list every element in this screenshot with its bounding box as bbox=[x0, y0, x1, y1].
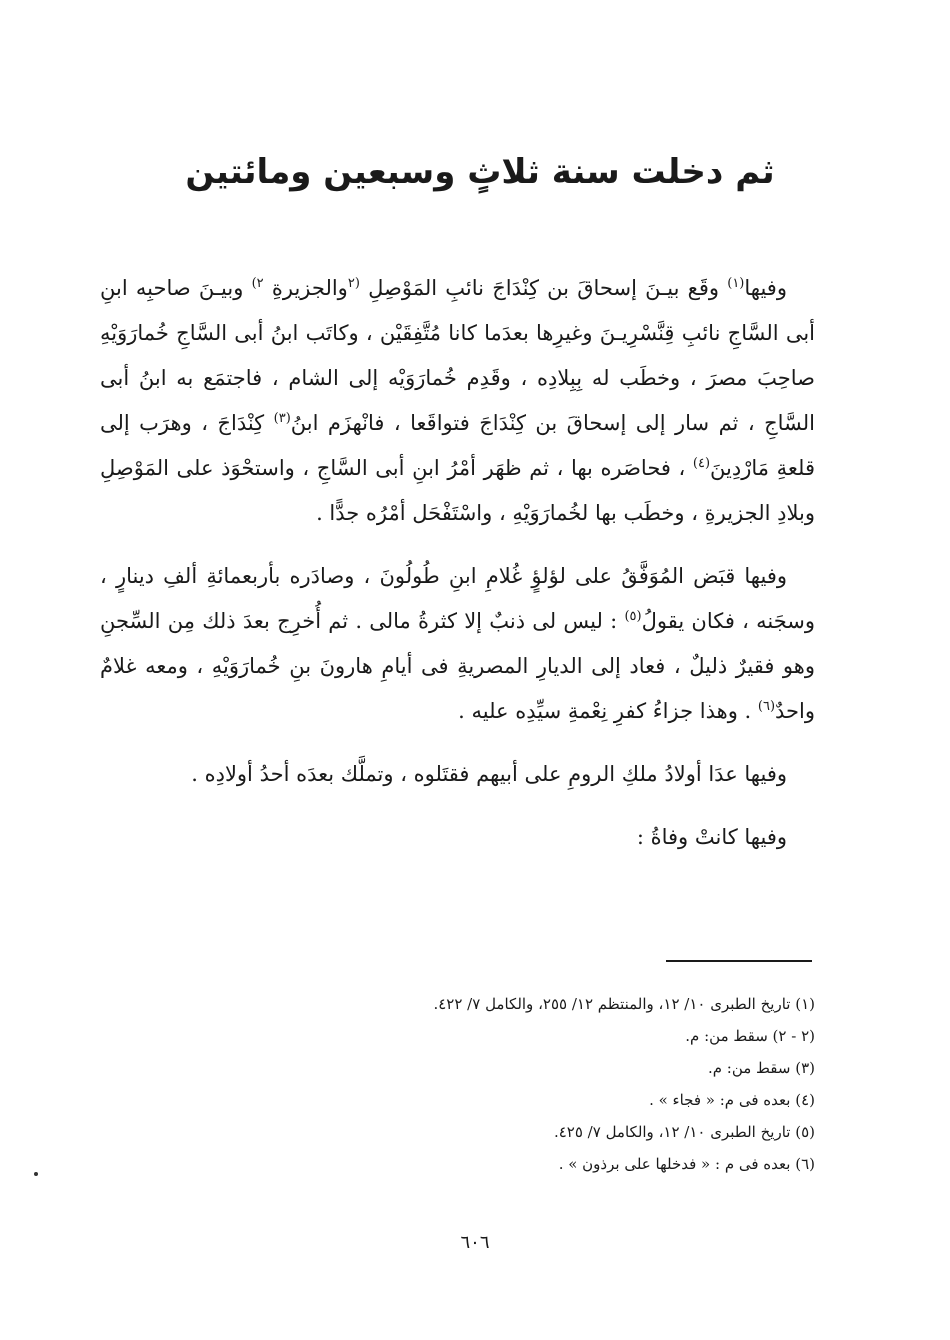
text-segment: : ليس لى ذنبٌ إلا كثرةُ مالى . ثم أُخرِج بعدَ ذلك مِن السِّجنِ وهو فقيرٌ ذليلٌ ، فعاد إلى الديارِ المصريةِ فى أيامِ هارونَ بنِ خُمارَوَيْهِ ، ومعه غلامٌ واحدٌ bbox=[100, 609, 815, 723]
text-segment: وفيها كانتْ وفاةُ : bbox=[636, 825, 787, 849]
footnotes-list bbox=[280, 988, 815, 1180]
paragraph bbox=[100, 266, 815, 536]
text-segment: ، فحاصَره بها ، ثم ظهَر أمْرُ ابنِ أبى السَّاجِ ، واستحْوَذ على المَوْصِلِ وبلادِ الجزيرةِ ، وخطَب بها لخُمارَوَيْهِ ، واسْتَفْحَل أمْرُه جدًّا . bbox=[100, 456, 815, 525]
text-segment: وقَع بيـنَ إسحاقَ بن كِنْدَاجَ نائبِ المَوْصِلِ bbox=[359, 276, 728, 300]
footnote-reference: (٢ bbox=[347, 276, 360, 291]
text-segment: وبيـنَ صاحبِه ابنِ أبى السَّاجِ نائبِ قِنَّسْرِيـنَ وغيرِها بعدَما كانا مُتَّفِقَيْن ، وكاتَب ابنُ أبى السَّاجِ خُمارَوَيْهِ صاحِبَ مصرَ ، وخطَب له بِبِلادِه ، وقَدِم خُمارَوَيْه إلى الشام ، فاجتمَع به ابنُ أبى السَّاجِ ، ثم سار إلى إسحاقَ بن كِنْدَاجَ فتواقَعا ، فانْهزَم ابنُ bbox=[100, 276, 815, 435]
footnote-reference: (١) bbox=[727, 276, 745, 291]
main-text bbox=[100, 266, 815, 860]
footnote-reference: (٦) bbox=[757, 699, 776, 714]
footnote-item: (٥) تاريخ الطبرى ١٠/ ١٢، والكامل ٧/ ٤٢٥. bbox=[553, 1123, 815, 1141]
paragraph bbox=[100, 554, 815, 734]
text-segment: . وهذا جزاءُ كفرِ نِعْمةِ سيِّدِه عليه . bbox=[458, 699, 758, 723]
paragraph bbox=[100, 752, 815, 797]
page-number: ٦٠٦ bbox=[460, 1232, 490, 1253]
footnote-item: (٤) بعده فى م: « فجاء » . bbox=[649, 1091, 815, 1109]
chapter-title: ثم دخلت سنة ثلاثٍ وسبعين ومائتين bbox=[185, 152, 775, 192]
text-segment: كِنْدَاجَ ، وهرَب إلى قلعةِ مَارْدِينَ bbox=[100, 411, 815, 480]
footnote-reference: (٣) bbox=[273, 411, 291, 426]
margin-mark bbox=[34, 1172, 38, 1176]
text-segment: وفيها bbox=[744, 276, 787, 300]
text-segment: والجزيرةِ bbox=[263, 276, 348, 300]
footnote-item: (٣) سقط من: م. bbox=[707, 1059, 815, 1077]
footnote-separator bbox=[666, 960, 812, 962]
footnote-item: (٦) بعده فى م : « فدخلها على برذون » . bbox=[558, 1155, 815, 1173]
footnote-reference: (٥) bbox=[624, 609, 642, 624]
text-segment: وفيها قبَض المُوَفَّقُ على لؤلؤٍ غُلامِ ابنِ طُولُونَ ، وصادَره بأربعمائةِ ألفِ دينارٍ ، وسجَنه ، فكان يقولُ bbox=[100, 564, 815, 633]
text-segment: وفيها عدَا أولادُ ملكِ الرومِ على أبيهم فقتَلوه ، وتملَّك بعدَه أحدُ أولادِه . bbox=[191, 762, 787, 786]
footnote-item: (١) تاريخ الطبرى ١٠/ ١٢، والمنتظم ١٢/ ٢٥٥، والكامل ٧/ ٤٢٢. bbox=[433, 995, 815, 1013]
footnote-item: (٢ - ٢) سقط من: م. bbox=[685, 1027, 815, 1045]
paragraph bbox=[100, 815, 815, 860]
footnote-reference: (٤) bbox=[692, 456, 711, 471]
footnote-reference: ٢) bbox=[251, 276, 264, 291]
